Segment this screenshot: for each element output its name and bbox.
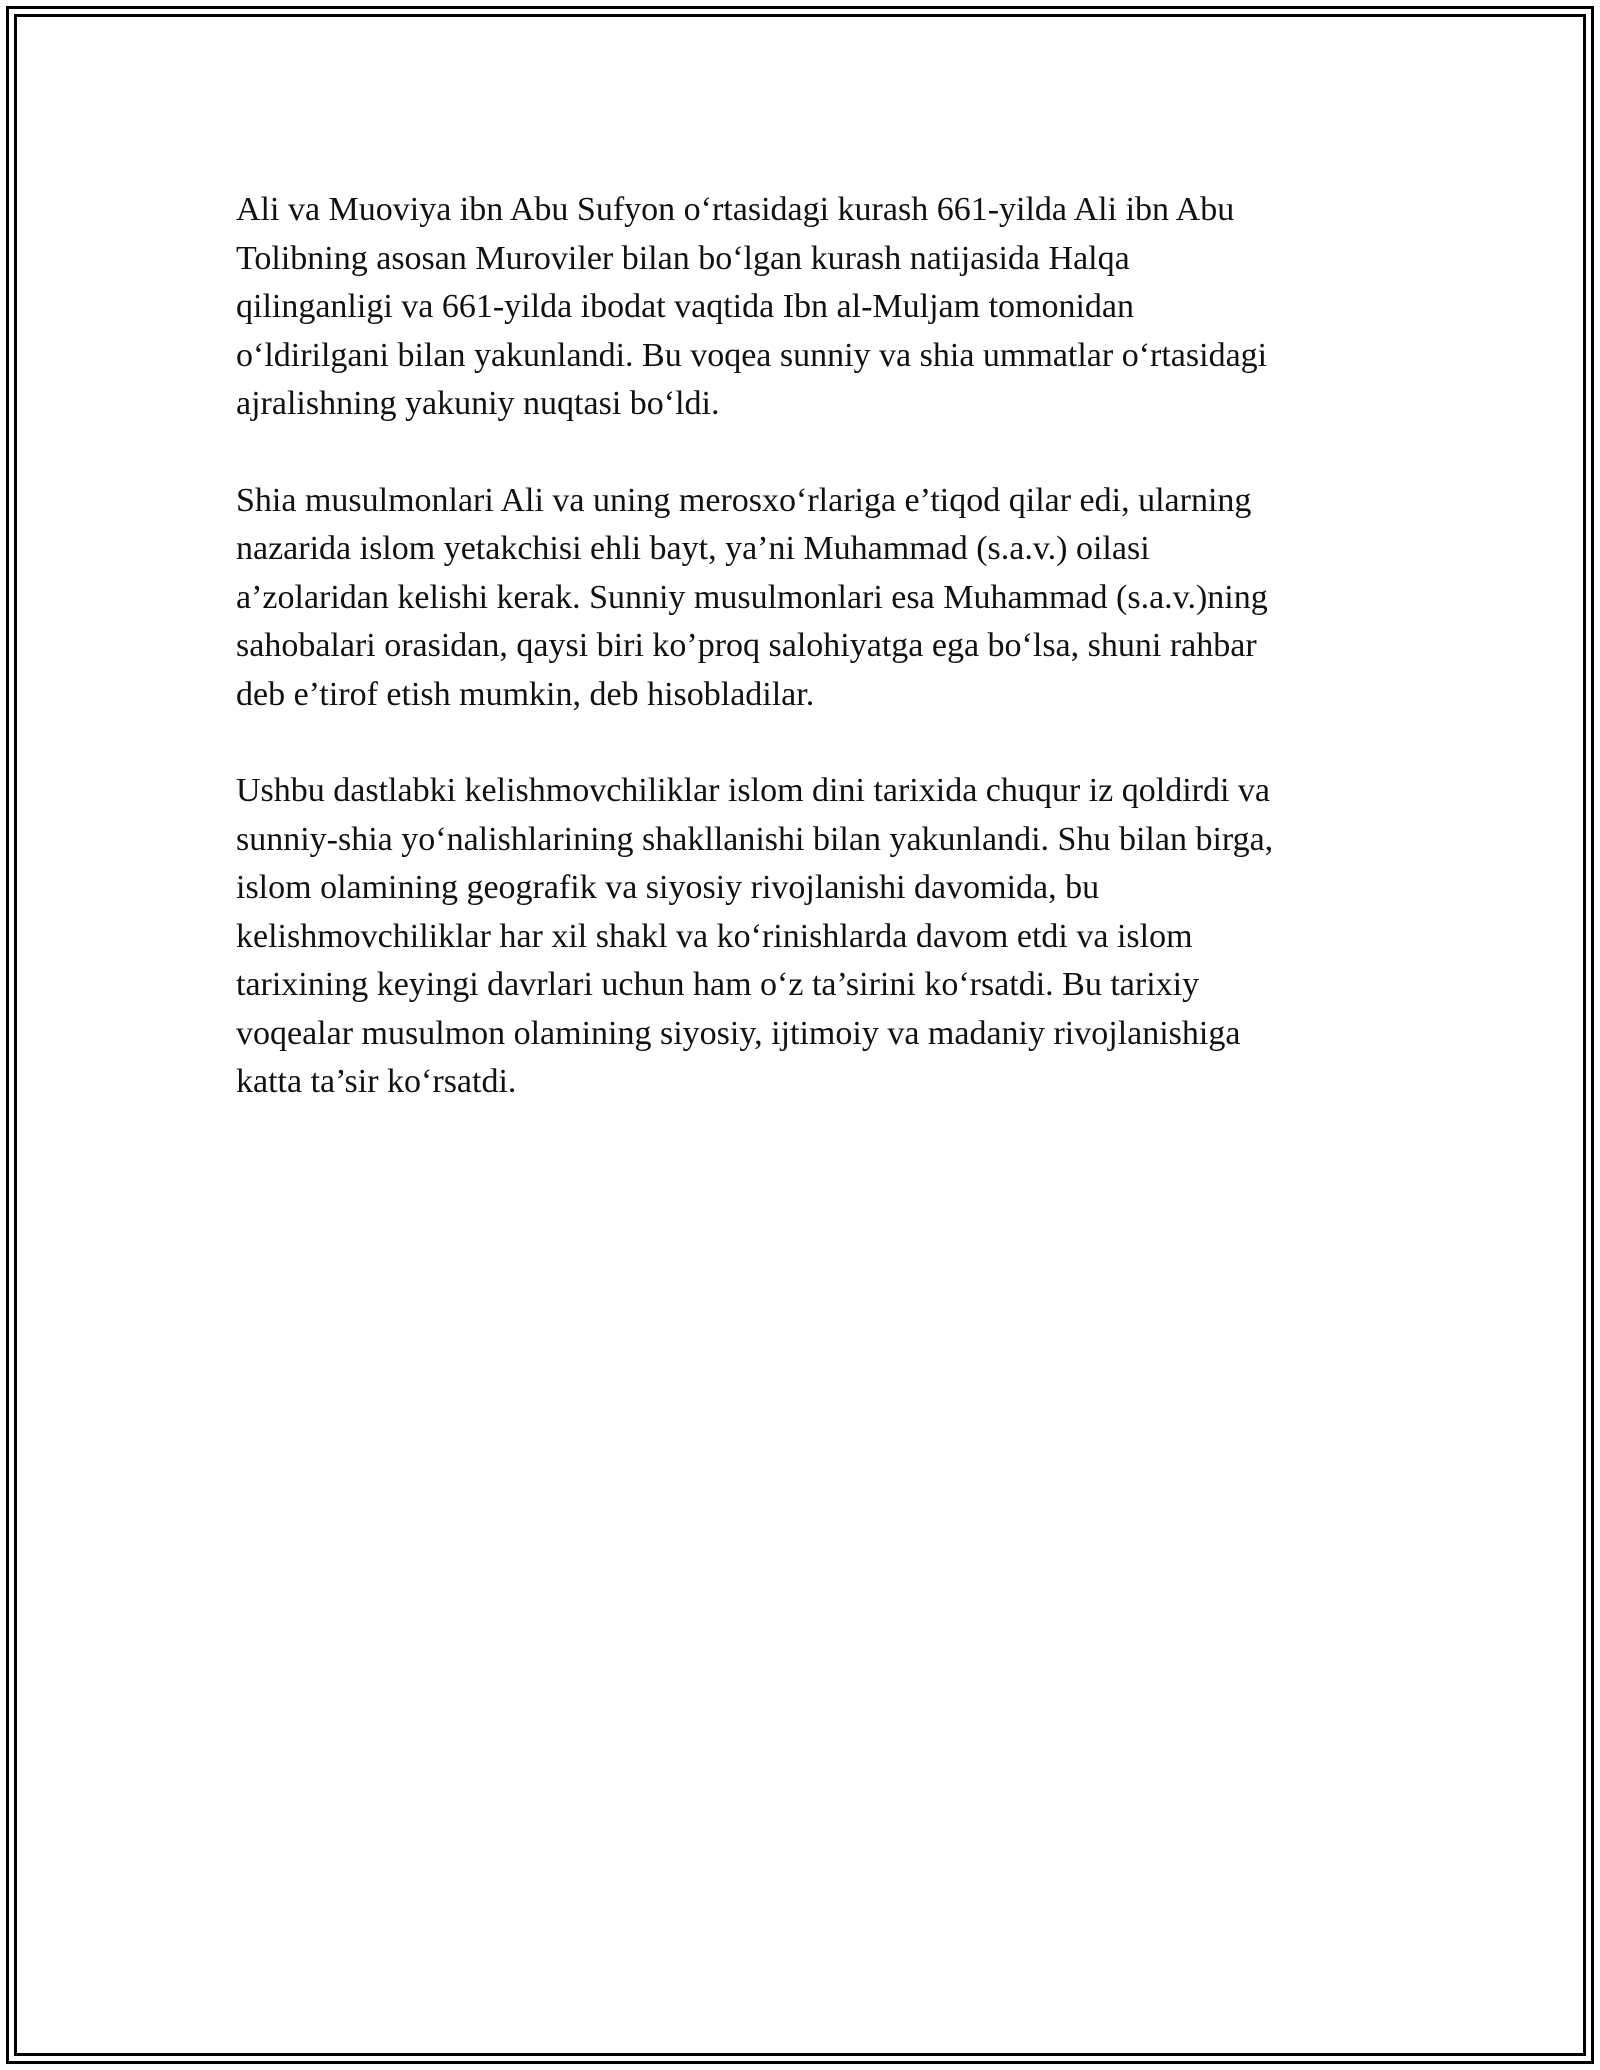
paragraph-line: Ali va Muoviya ibn Abu Sufyon o‘rtasidagi kurash 661-yilda Ali ibn Abu bbox=[236, 191, 1235, 228]
document-body bbox=[236, 186, 1356, 1155]
paragraph-line: ajralishning yakuniy nuqtasi bo‘ldi. bbox=[236, 385, 720, 422]
paragraph-line: katta ta’sir ko‘rsatdi. bbox=[236, 1063, 517, 1100]
paragraph-line: qilinganligi va 661-yilda ibodat vaqtida Ibn al-Muljam tomonidan bbox=[236, 288, 1134, 325]
paragraph-line: kelishmovchiliklar har xil shakl va ko‘rinishlarda davom etdi va islom bbox=[236, 917, 1193, 955]
paragraph-line: tarixining keyingi davrlari uchun ham o‘z ta’sirini ko‘rsatdi. Bu tarixiy bbox=[236, 966, 1200, 1003]
paragraph-1 bbox=[236, 186, 1356, 429]
paragraph-line: nazarida islom yetakchisi ehli bayt, ya’ni Muhammad (s.a.v.) oilasi bbox=[236, 530, 1150, 567]
paragraph-line: sahobalari orasidan, qaysi biri ko’proq salohiyatga ega bo‘lsa, shuni rahbar bbox=[236, 627, 1257, 664]
paragraph-line: islom olamining geografik va siyosiy rivojlanishi davomida, bu bbox=[236, 869, 1100, 906]
paragraph-3 bbox=[236, 767, 1356, 1107]
paragraph-line: Tolibning asosan Muroviler bilan bo‘lgan kurash natijasida Halqa bbox=[236, 239, 1130, 277]
paragraph-line: Shia musulmonlari Ali va uning merosxo‘rlariga e’tiqod qilar edi, ularning bbox=[236, 481, 1252, 519]
paragraph-line: o‘ldirilgani bilan yakunlandi. Bu voqea sunniy va shia ummatlar o‘rtasidagi bbox=[236, 336, 1268, 374]
paragraph-line: sunniy-shia yo‘nalishlarining shakllanishi bilan yakunlandi. Shu bilan birga, bbox=[236, 820, 1274, 858]
paragraph-line: deb e’tirof etish mumkin, deb hisobladilar. bbox=[236, 675, 815, 713]
paragraph-2 bbox=[236, 477, 1356, 720]
paragraph-line: a’zolaridan kelishi kerak. Sunniy musulmonlari esa Muhammad (s.a.v.)ning bbox=[236, 578, 1268, 616]
paragraph-line: Ushbu dastlabki kelishmovchiliklar islom dini tarixida chuqur iz qoldirdi va bbox=[236, 772, 1270, 809]
paragraph-line: voqealar musulmon olamining siyosiy, ijtimoiy va madaniy rivojlanishiga bbox=[236, 1014, 1241, 1052]
